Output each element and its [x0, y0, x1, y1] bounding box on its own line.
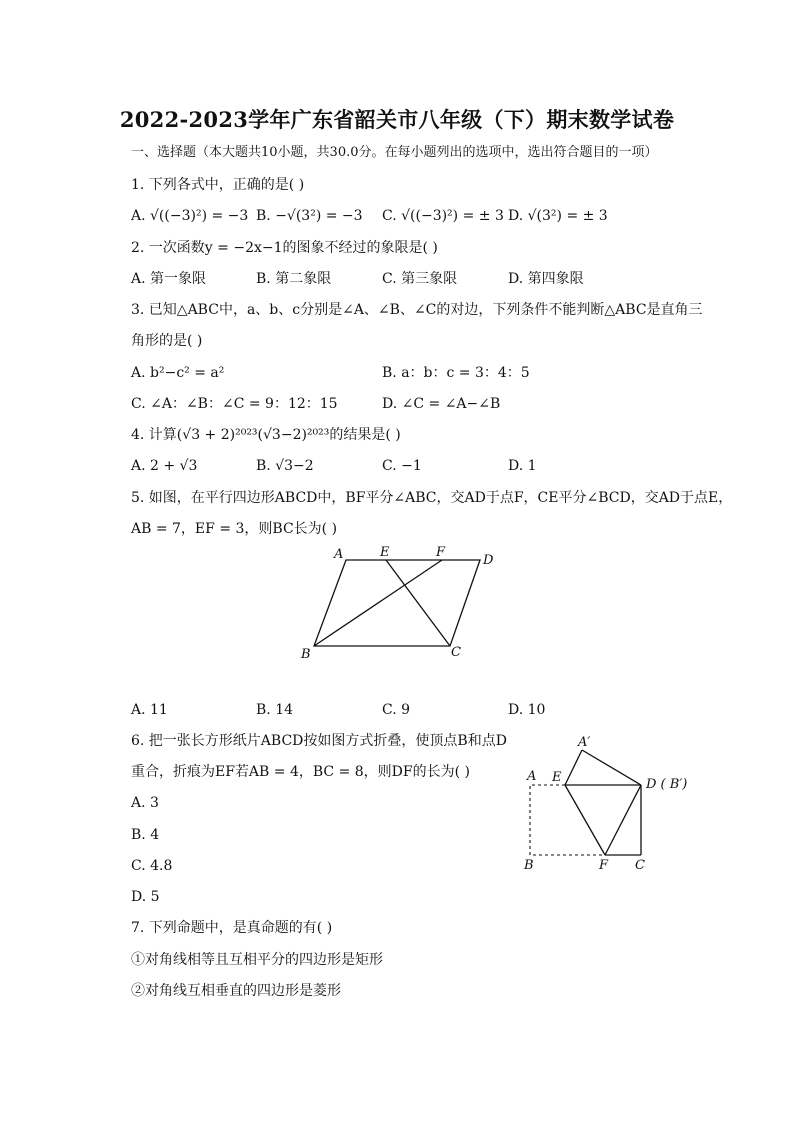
q6-option-c: C. 4.8 — [131, 858, 173, 874]
q6-option-b: B. 4 — [131, 827, 160, 843]
q3-option-c: C. ∠A：∠B：∠C = 9：12：15 — [131, 396, 338, 412]
q4-option-a: A. 2 + √3 — [131, 458, 198, 474]
q2-option-a: A. 第一象限 — [131, 271, 207, 287]
question-5-stem-line2: AB = 7，EF = 3，则BC长为( ) — [131, 521, 338, 537]
parallelogram-figure — [290, 540, 510, 665]
question-6-stem-line1: 6. 把一张长方形纸片ABCD按如图方式折叠，使顶点B和点D — [131, 733, 507, 749]
q1-option-a: A. √((−3)²) = −3 — [131, 208, 249, 224]
q6-option-d: D. 5 — [131, 889, 160, 905]
q5-option-c: C. 9 — [382, 702, 411, 718]
q4-option-b: B. √3−2 — [256, 458, 314, 474]
q1-option-b: B. −√(3²) = −3 — [256, 208, 363, 224]
q4-option-c: C. −1 — [382, 458, 422, 474]
parallelogram-abcd — [314, 560, 480, 646]
q3-option-a: A. b²−c² = a² — [131, 365, 225, 381]
label-c: C — [451, 645, 461, 660]
label-c: C — [635, 858, 645, 873]
label-d: D — [483, 553, 494, 568]
q1-option-c: C. √((−3)²) = ± 3 — [382, 208, 504, 224]
label-e: E — [552, 770, 562, 785]
q2-option-d: D. 第四象限 — [508, 271, 584, 287]
q5-option-b: B. 14 — [256, 702, 294, 718]
segment-ea1 — [565, 750, 582, 785]
q6-option-a: A. 3 — [131, 795, 159, 811]
q3-option-b: B. a：b：c = 3：4：5 — [382, 365, 530, 381]
label-a: A — [527, 769, 537, 784]
question-6-stem-line2: 重合，折痕为EF若AB = 4，BC = 8，则DF的长为( ) — [131, 764, 470, 780]
q5-option-a: A. 11 — [131, 702, 168, 718]
label-a: A — [334, 547, 344, 562]
q1-option-d: D. √(3²) = ± 3 — [508, 208, 608, 224]
question-3-stem-line1: 3. 已知△ABC中，a、b、c分别是∠A、∠B、∠C的对边，下列条件不能判断△ABC是直角三 — [131, 302, 703, 318]
question-4-stem: 4. 计算(√3 + 2)²⁰²³(√3−2)²⁰²³的结果是( ) — [131, 427, 401, 443]
segment-fd — [605, 785, 641, 855]
fold-line-ef — [565, 785, 605, 855]
folded-rectangle-figure — [518, 730, 698, 880]
label-f: F — [599, 858, 609, 873]
question-1-stem: 1. 下列各式中，正确的是( ) — [131, 177, 305, 193]
page-title: 2022-2023学年广东省韶关市八年级（下）期末数学试卷 — [119, 107, 675, 132]
q4-option-d: D. 1 — [508, 458, 537, 474]
q2-option-c: C. 第三象限 — [382, 271, 458, 287]
label-b: B — [301, 647, 311, 662]
question-3-stem-line2: 角形的是( ) — [131, 333, 203, 349]
dashed-original-edges — [530, 785, 605, 855]
label-d-b-prime: D ( B′) — [646, 777, 688, 792]
segment-bf — [314, 560, 442, 646]
label-e: E — [380, 545, 390, 560]
question-7-stem: 7. 下列命题中，是真命题的有( ) — [131, 920, 333, 936]
question-5-stem-line1: 5. 如图，在平行四边形ABCD中，BF平分∠ABC，交AD于点F，CE平分∠BCD，交AD于点E， — [131, 490, 733, 506]
q7-statement-2: ②对角线互相垂直的四边形是菱形 — [131, 983, 341, 999]
label-b: B — [524, 858, 534, 873]
section-heading: 一、选择题（本大题共10小题，共30.0分。在每小题列出的选项中，选出符合题目的一项） — [131, 145, 658, 160]
segment-ce — [386, 560, 450, 646]
segment-a1d — [582, 750, 641, 785]
label-a-prime: A′ — [578, 735, 591, 750]
q2-option-b: B. 第二象限 — [256, 271, 332, 287]
label-f: F — [436, 545, 446, 560]
q7-statement-1: ①对角线相等且互相平分的四边形是矩形 — [131, 952, 383, 968]
q3-option-d: D. ∠C = ∠A−∠B — [382, 396, 501, 412]
q5-option-d: D. 10 — [508, 702, 546, 718]
question-2-stem: 2. 一次函数y = −2x−1的图象不经过的象限是( ) — [131, 240, 438, 256]
